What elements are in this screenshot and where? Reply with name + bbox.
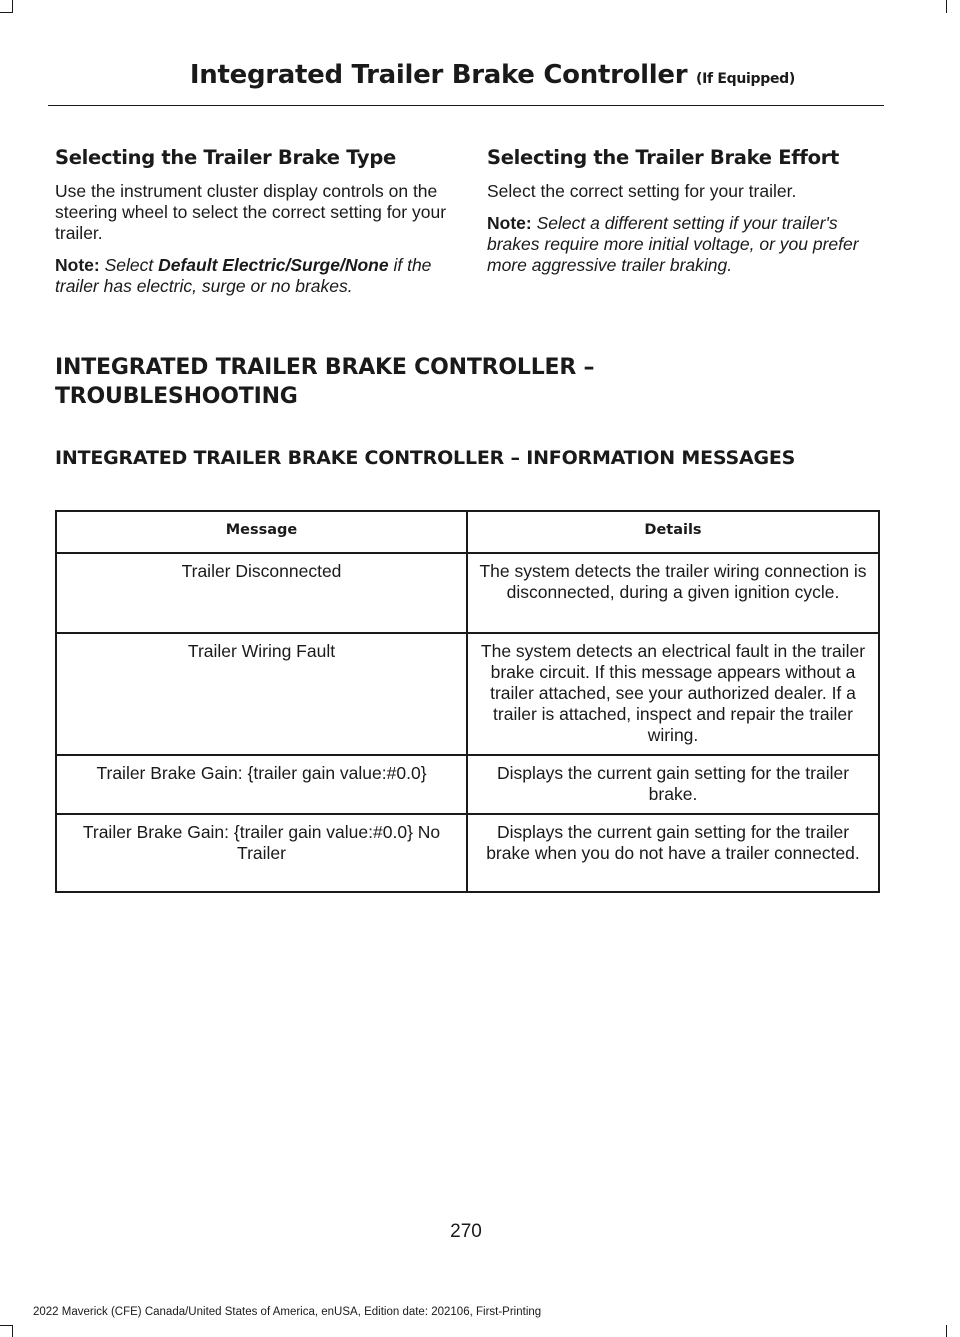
details-cell: Displays the current gain setting for the trailer brake. [467, 755, 879, 814]
table-row [56, 755, 879, 814]
right-column [487, 146, 882, 287]
brake-effort-note [487, 213, 882, 276]
page-header-title [190, 60, 795, 90]
table-row [56, 553, 879, 633]
crop-mark-bottom-right [946, 1325, 947, 1337]
troubleshooting-heading-line2: TROUBLESHOOTING [55, 384, 298, 409]
troubleshooting-heading-line1: INTEGRATED TRAILER BRAKE CONTROLLER – [55, 355, 595, 380]
note-text-bold: Default Electric/Surge/None [158, 255, 389, 275]
note-label: Note: [55, 255, 100, 275]
message-cell: Trailer Wiring Fault [56, 633, 467, 755]
crop-mark-top-left-vertical [12, 0, 13, 13]
table-header-row [56, 511, 879, 553]
header-divider [48, 105, 884, 106]
footer-edition-info: 2022 Maverick (CFE) Canada/United States of America, enUSA, Edition date: 202106, First-Printing [33, 1306, 542, 1318]
table-row [56, 633, 879, 755]
note-text-pre: Select [104, 255, 154, 275]
details-cell: The system detects an electrical fault in the trailer brake circuit. If this message appears without a trailer attached, see your authorized dealer. If a trailer is attached, inspect and repair the trailer wiring. [467, 633, 879, 755]
column-header-details: Details [467, 511, 879, 553]
left-column [55, 146, 450, 308]
information-messages-table [55, 510, 880, 893]
header-title-text: Integrated Trailer Brake Controller [189, 60, 688, 90]
header-subtitle: (If Equipped) [696, 71, 795, 87]
brake-effort-heading: Selecting the Trailer Brake Effort [487, 146, 840, 169]
column-header-message: Message [56, 511, 467, 553]
brake-type-body: Use the instrument cluster display controls on the steering wheel to select the correct setting for your trailer. [55, 181, 447, 243]
note-text: Select a different setting if your trailer's brakes require more initial voltage, or you prefer more aggressive trailer braking. [487, 213, 859, 275]
crop-mark-top-right [946, 0, 947, 13]
page-number: 270 [450, 1221, 482, 1242]
details-cell: Displays the current gain setting for the trailer brake when you do not have a trailer connected. [467, 814, 879, 892]
crop-mark-bottom-left-vertical [12, 1325, 13, 1337]
note-label: Note: [487, 213, 532, 233]
brake-type-note [55, 255, 450, 297]
details-cell: The system detects the trailer wiring connection is disconnected, during a given ignition cycle. [467, 553, 879, 633]
message-cell: Trailer Brake Gain: {trailer gain value:#0.0} [56, 755, 467, 814]
information-messages-heading: INTEGRATED TRAILER BRAKE CONTROLLER – INFORMATION MESSAGES [55, 447, 796, 469]
message-cell: Trailer Brake Gain: {trailer gain value:#0.0} No Trailer [56, 814, 467, 892]
table-row [56, 814, 879, 892]
note-text-post: if the trailer has electric, surge or no brakes. [55, 255, 432, 296]
brake-effort-body: Select the correct setting for your trailer. [487, 181, 797, 201]
message-cell: Trailer Disconnected [56, 553, 467, 633]
brake-type-heading: Selecting the Trailer Brake Type [55, 146, 396, 169]
